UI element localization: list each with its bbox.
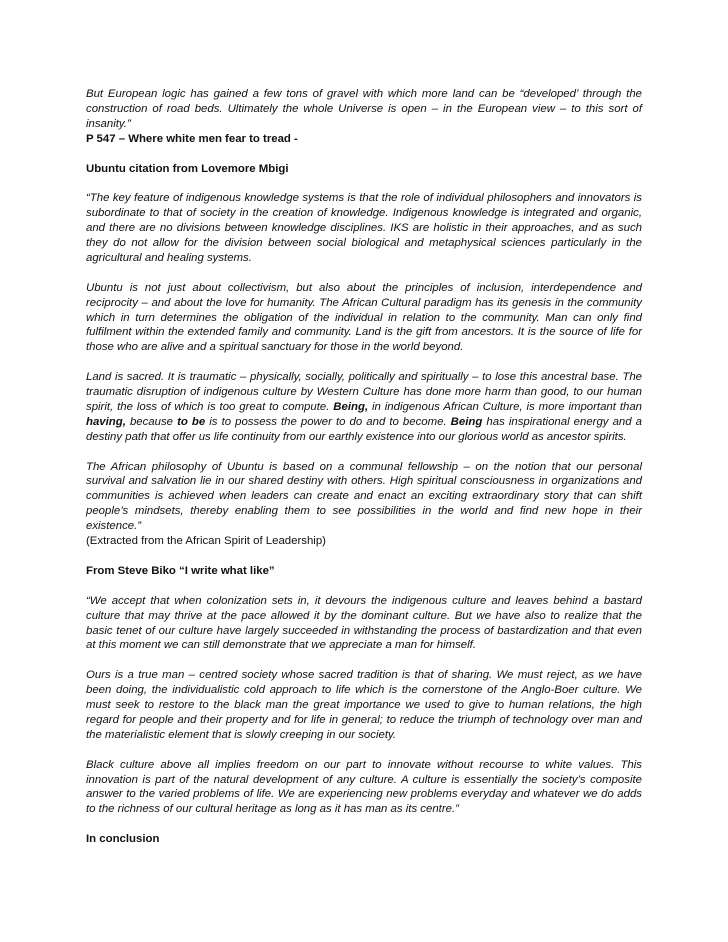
emphasis-to-be: to be [177, 415, 206, 428]
text-run: is to possess the power to do and to become. [205, 415, 451, 428]
text-run: Land is sacred. It is traumatic – physically, socially, politically and spiritually – to lose this ancestral base. The traumatic disruption of indigenous culture by Western Culture has done more harm than good, to our human spirit, the loss of which is too great to compute. [86, 371, 642, 413]
text-run: has inspirational energy and a destiny path that offer us life continuity from our earthly existence into our glorious world as ancestor spirits. [86, 415, 642, 443]
paragraph-land-sacred [86, 370, 642, 445]
heading-steve-biko: From Steve Biko “I write what like” [86, 564, 275, 577]
document-page [86, 87, 642, 847]
paragraph-communal-fellowship: The African philosophy of Ubuntu is based on a communal fellowship – on the notion that our personal survival and salvation lie in our shared destiny with others. High spiritual consciousness in organizations and communities is achieved when leaders can create and enact an exciting extraordinary story that can shift people’s mindsets, thereby enabling them to see possibilities in the world and find new hope in their existence.” [86, 460, 642, 533]
heading-ubuntu-citation: Ubuntu citation from Lovemore Mbigi [86, 162, 289, 175]
paragraph-european-logic: But European logic has gained a few tons of gravel with which more land can be “developed’ through the construction of road beds. Ultimately the whole Universe is open – in the European view – to this sort of insanity.” [86, 88, 642, 130]
paragraph-iks: “The key feature of indigenous knowledge systems is that the role of individual philosophers and innovators is subordinate to that of society in the creation of knowledge. Indigenous knowledge is integrated and organic, and there are no divisions between knowledge disciplines. IKS are holistic in their approaches, and as such they do not allow for the division between social biological and metaphysical sciences particularly in the agricultural and healing systems. [86, 192, 642, 264]
emphasis-being-2: Being [450, 415, 483, 428]
paragraph-ubuntu-collectivism: Ubuntu is not just about collectivism, but also about the principles of inclusion, interdependence and reciprocity – and about the love for humanity. The African Cultural paradigm has its genesis in the community which in turn determines the obligation of the individual in relation to the community. Man can only find fulfilment within the extended family and community. Land is the gift from ancestors. It is the source of life for those who are alive and a spiritual sanctuary for those in the world beyond. [86, 281, 642, 354]
page-reference: P 547 – Where white men fear to tread - [86, 132, 298, 145]
paragraph-true-man: Ours is a true man – centred society whose sacred tradition is that of sharing. We must reject, as we have been doing, the individualistic cold approach to life which is the cornerstone of the Anglo-Boer culture. We must seek to restore to the black man the great importance we used to give to human relations, the high regard for people and their property and for life in general; to reduce the triumph of technology over man and the materialistic element that is slowly creeping in our society. [86, 669, 642, 741]
text-run: because [125, 415, 178, 428]
paragraph-colonization: “We accept that when colonization sets in, it devours the indigenous culture and leaves behind a bastard culture that may thrive at the pace allowed it by the dominant culture. But we have also to realize that the basic tenet of our culture have largely succeeded in withstanding the process of bastardization and that even at this moment we can still demonstrate that we appreciate a man for himself. [86, 594, 642, 652]
heading-in-conclusion: In conclusion [86, 833, 160, 846]
emphasis-being: Being, [333, 400, 369, 413]
emphasis-having: having, [86, 415, 126, 428]
paragraph-black-culture: Black culture above all implies freedom on our part to innovate without recourse to white values. This innovation is part of the natural development of any culture. A culture is essentially the society’s composite answer to the varied problems of life. We are experiencing new problems everyday and whatever we do adds to the richness of our cultural heritage as long as it has man as its centre.” [86, 758, 642, 816]
source-note: (Extracted from the African Spirit of Leadership) [86, 535, 326, 548]
text-run: in indigenous African Culture, is more important than [368, 400, 643, 413]
